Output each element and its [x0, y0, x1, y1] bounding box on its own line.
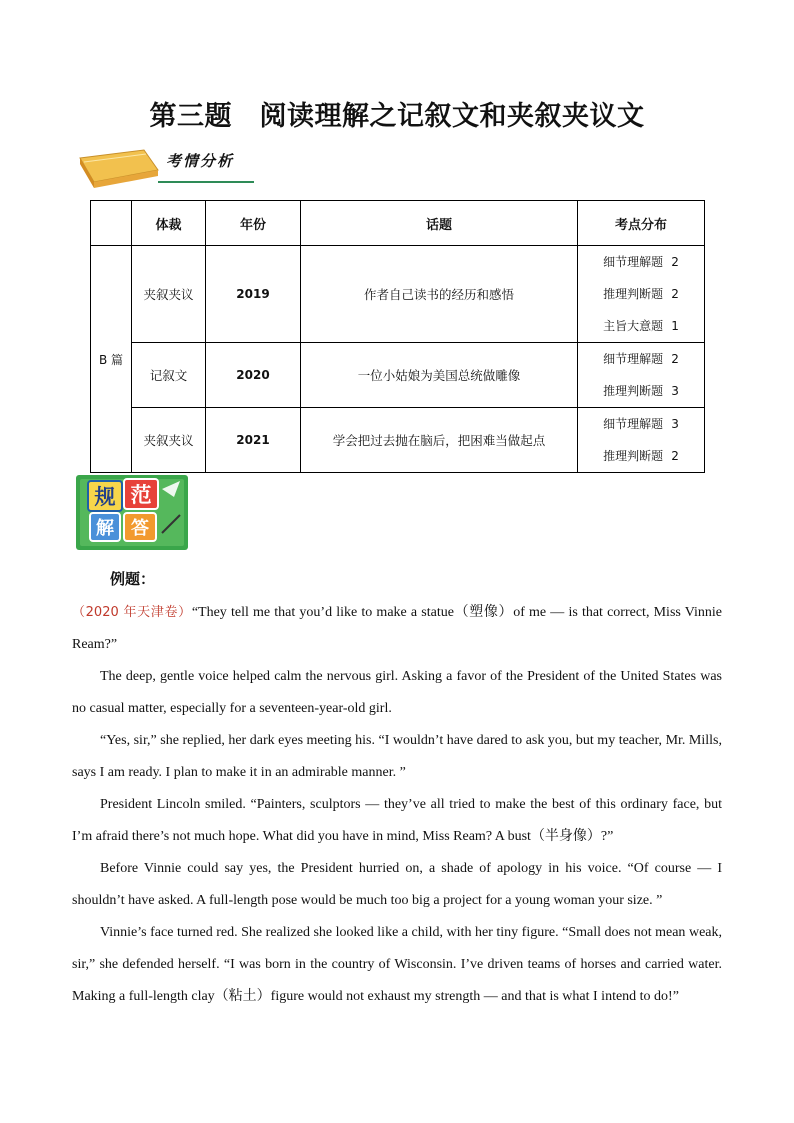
genre-cell: 夹叙夹议: [132, 408, 206, 473]
year-cell: 2021: [206, 408, 301, 473]
table-header: 体裁: [132, 201, 206, 246]
year-cell: 2019: [206, 246, 301, 343]
point-item: 推理判断题 3: [603, 384, 679, 398]
points-cell: [578, 246, 705, 343]
exam-analysis-table: [90, 200, 705, 473]
topic-cell: 一位小姑娘为美国总统做雕像: [301, 343, 578, 408]
points-cell: [578, 408, 705, 473]
point-item: 推理判断题 2: [603, 449, 679, 463]
table-row: [91, 246, 705, 343]
source-tag: （2020 年天津卷）: [72, 605, 192, 620]
passage-paragraph: The deep, gentle voice helped calm the nervous girl. Asking a favor of the President of the United States was no casual matter, especially for a seventeen-year-old girl.: [72, 669, 722, 716]
passage-paragraph: President Lincoln smiled. “Painters, sculptors — they’ve all tried to make the best of this ordinary face, but I’m afraid there’s not much hope. What did you have in mind, Miss Ream? A bust（半身像）?”: [72, 797, 722, 844]
table-header-row: [91, 201, 705, 246]
genre-cell: 记叙文: [132, 343, 206, 408]
standard-answer-logo: [76, 475, 188, 550]
analysis-banner: [74, 144, 264, 190]
topic-cell: 作者自己读书的经历和感悟: [301, 246, 578, 343]
page-title: 第三题 阅读理解之记叙文和夹叙夹议文: [149, 101, 645, 132]
passage-paragraph: （2020 年天津卷）“They tell me that you’d like to make a statue（塑像）of me — is that correct, Miss Vinnie Ream?”: [72, 605, 723, 652]
point-item: 推理判断题 2: [603, 287, 679, 301]
point-item: 细节理解题 2: [603, 352, 679, 366]
table-row: [91, 408, 705, 473]
genre-cell: 夹叙夹议: [132, 246, 206, 343]
table-header: 考点分布: [578, 201, 705, 246]
logo-char: 解: [96, 518, 114, 539]
passage-paragraph: Before Vinnie could say yes, the President hurried on, a shade of apology in his voice. “Of course — I shouldn’t have asked. A full-length pose would be much too big a project for a young woman your size. ”: [72, 861, 722, 908]
table-header: 话题: [301, 201, 578, 246]
example-label: 例题：: [110, 570, 156, 588]
passage-paragraph: Vinnie’s face turned red. She realized she looked like a child, with her tiny figure. “Small does not mean weak, sir,” she defended herself. “I was born in the country of Wisconsin. I’ve driven teams of horses and carried water. Making a full-length clay（粘土）figure would not exhaust my strength — and that is what I intend to do!”: [72, 925, 722, 1004]
year-cell: 2020: [206, 343, 301, 408]
point-item: 主旨大意题 1: [603, 319, 679, 333]
reading-passage: [72, 597, 722, 1013]
logo-char: 范: [130, 483, 152, 507]
topic-cell: 学会把过去抛在脑后，把困难当做起点: [301, 408, 578, 473]
logo-char: 答: [131, 518, 149, 539]
table-header: 年份: [206, 201, 301, 246]
point-item: 细节理解题 3: [603, 417, 679, 431]
point-item: 细节理解题 2: [603, 255, 679, 269]
table-header-blank: [91, 201, 132, 246]
points-cell: [578, 343, 705, 408]
logo-char: 规: [94, 485, 116, 509]
table-row: [91, 343, 705, 408]
passage-paragraph: “Yes, sir,” she replied, her dark eyes meeting his. “I wouldn’t have dared to ask you, but my teacher, Mr. Mills, says I am ready. I plan to make it in an admirable manner. ”: [72, 733, 722, 780]
banner-label: 考情分析: [166, 152, 235, 170]
section-label: B 篇: [91, 246, 132, 473]
